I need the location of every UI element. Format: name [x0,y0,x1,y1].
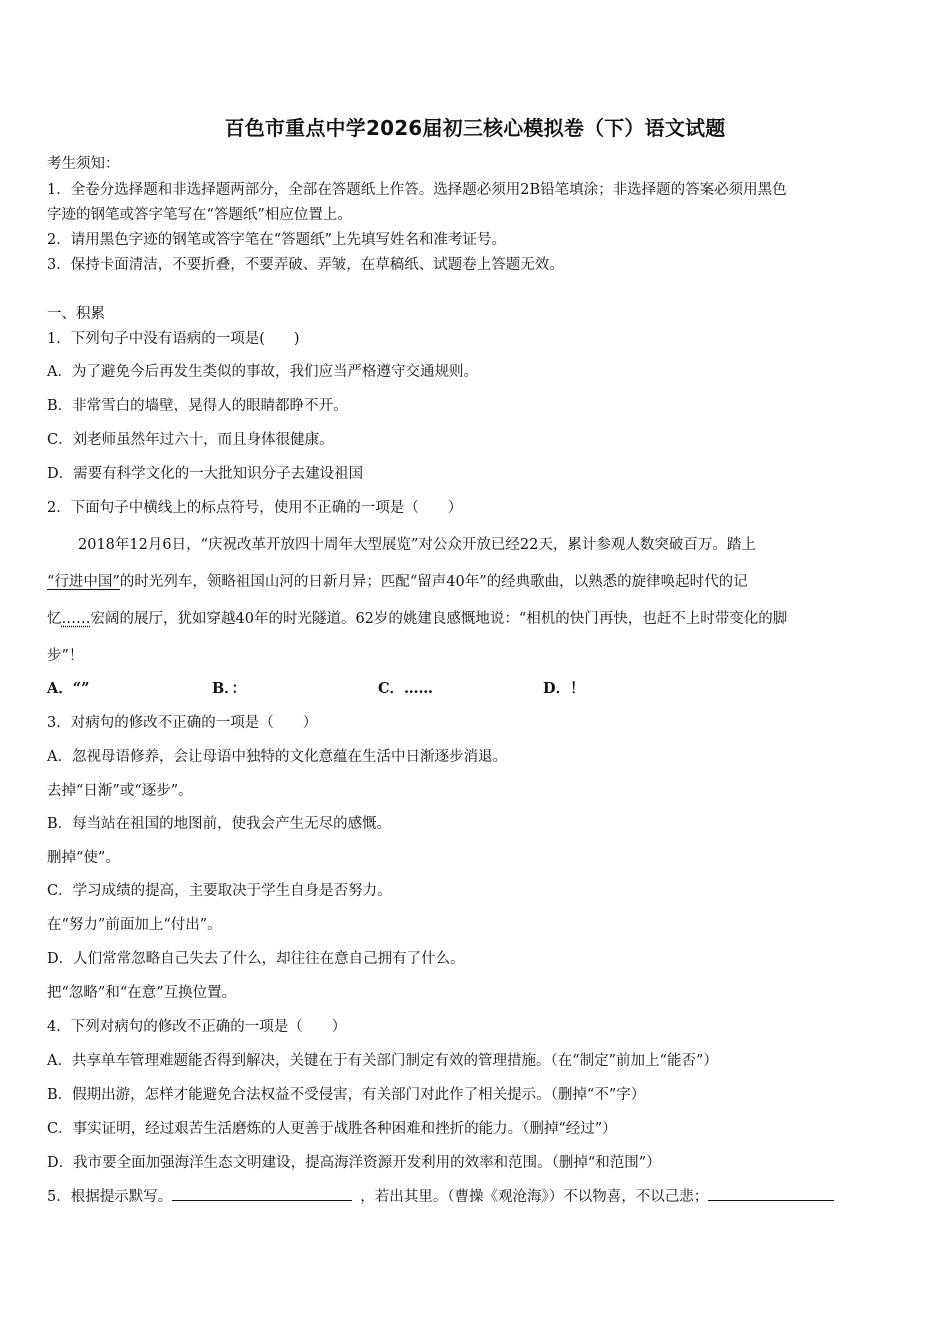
q3-option-a-fix: 去掉“日渐”或“逐步”。 [47,783,193,799]
notice-item: 1．全卷分选择题和非选择题两部分，全部在答题纸上作答。选择题必须用2B铅笔填涂；非选择题的答案必须用黑色 [47,182,787,198]
q3-stem: 3．对病句的修改不正确的一项是（ ） [47,715,318,731]
q1-option-a: A．为了避免今后再发生类似的事故，我们应当严格遵守交通规则。 [47,364,478,380]
q2-option-a: A．“” [47,680,90,697]
q2-passage-line [47,607,787,628]
q3-option-b-fix: 删掉“使”。 [47,850,120,866]
q2-passage-text: 的时光列车，领略祖国山河的日新月异；匹配“留声40年”的经典歌曲，以熟悉的旋律唤起时代的记 [119,574,748,590]
q3-option-b: B．每当站在祖国的地图前，使我会产生无尽的感慨。 [47,816,392,832]
q2-passage-line: 步”！ [47,648,84,664]
q2-option-d: D．！ [543,680,585,697]
notice-item: 2．请用黑色字迹的钢笔或答字笔在“答题纸”上先填写姓名和准考证号。 [47,232,507,248]
notice-item: 3．保持卡面清洁，不要折叠，不要弄破、弄皱，在草稿纸、试题卷上答题无效。 [47,257,564,273]
q2-stem: 2．下面句子中横线上的标点符号，使用不正确的一项是（ ） [47,500,463,516]
q5-stem: 5．根据提示默写。 [47,1189,173,1205]
q2-passage-line: 2018年12月6日，“庆祝改革开放四十周年大型展览”对公众开放已经22天，累计参观人数突破百万。踏上 [78,537,756,553]
q3-option-d: D．人们常常忽略自己失去了什么，却往往在意自己拥有了什么。 [47,951,465,967]
q4-option-d: D．我市要全面加强海洋生态文明建设，提高海洋资源开发利用的效率和范围。（删掉“和范围”） [47,1155,661,1171]
q3-option-a: A．忽视母语修养，会让母语中独特的文化意蕴在生活中日渐逐步消退。 [47,749,507,765]
q2-passage-text: 忆 [47,611,62,627]
q5-blank-2[interactable] [708,1186,834,1201]
q2-option-c: C．…… [378,680,434,697]
q4-option-a: A．共享单车管理难题能否得到解决，关键在于有关部门制定有效的管理措施。（在“制定”前加上“能否”） [47,1053,718,1069]
q3-option-d-fix: 把“忽略”和“在意”互换位置。 [47,985,237,1001]
q2-underlined-ellipsis: …… [61,611,91,627]
q4-option-c: C．事实证明，经过艰苦生活磨炼的人更善于战胜各种困难和挫折的能力。（删掉“经过”） [47,1121,617,1137]
q5-blank-1[interactable] [172,1186,352,1201]
q1-option-b: B．非常雪白的墙壁，晃得人的眼睛都睁不开。 [47,398,348,414]
q3-option-c: C．学习成绩的提高，主要取决于学生自身是否努力。 [47,883,392,899]
notice-heading: 考生须知： [47,156,120,172]
q2-option-b: B．： [212,680,247,697]
q4-option-b: B．假期出游，怎样才能避免合法权益不受侵害，有关部门对此作了相关提示。（删掉“不”字） [47,1087,646,1103]
q5-line [47,1185,834,1206]
q1-option-d: D．需要有科学文化的一大批知识分子去建设祖国 [47,466,364,482]
q2-passage-line [47,570,748,591]
section-heading: 一、积累 [47,306,105,322]
page-title: 百色市重点中学2026届初三核心模拟卷（下）语文试题 [224,116,726,140]
q4-stem: 4．下列对病句的修改不正确的一项是（ ） [47,1019,347,1035]
q5-prompt: ，若出其里。（曹操《观沧海》）不以物喜，不以己悲； [360,1189,709,1205]
q1-stem: 1．下列句子中没有语病的一项是( ) [47,331,300,347]
q2-passage-text: 宏阔的展厅，犹如穿越40年的时光隧道。62岁的姚建良感慨地说：“相机的快门再快，也赶不上时带变化的脚 [90,611,788,627]
notice-item: 字迹的钢笔或答字笔写在“答题纸”相应位置上。 [47,207,352,223]
q1-option-c: C．刘老师虽然年过六十，而且身体很健康。 [47,432,334,448]
q3-option-c-fix: 在“努力”前面加上“付出”。 [47,917,222,933]
q2-underlined-text: “行进中国” [47,574,120,590]
